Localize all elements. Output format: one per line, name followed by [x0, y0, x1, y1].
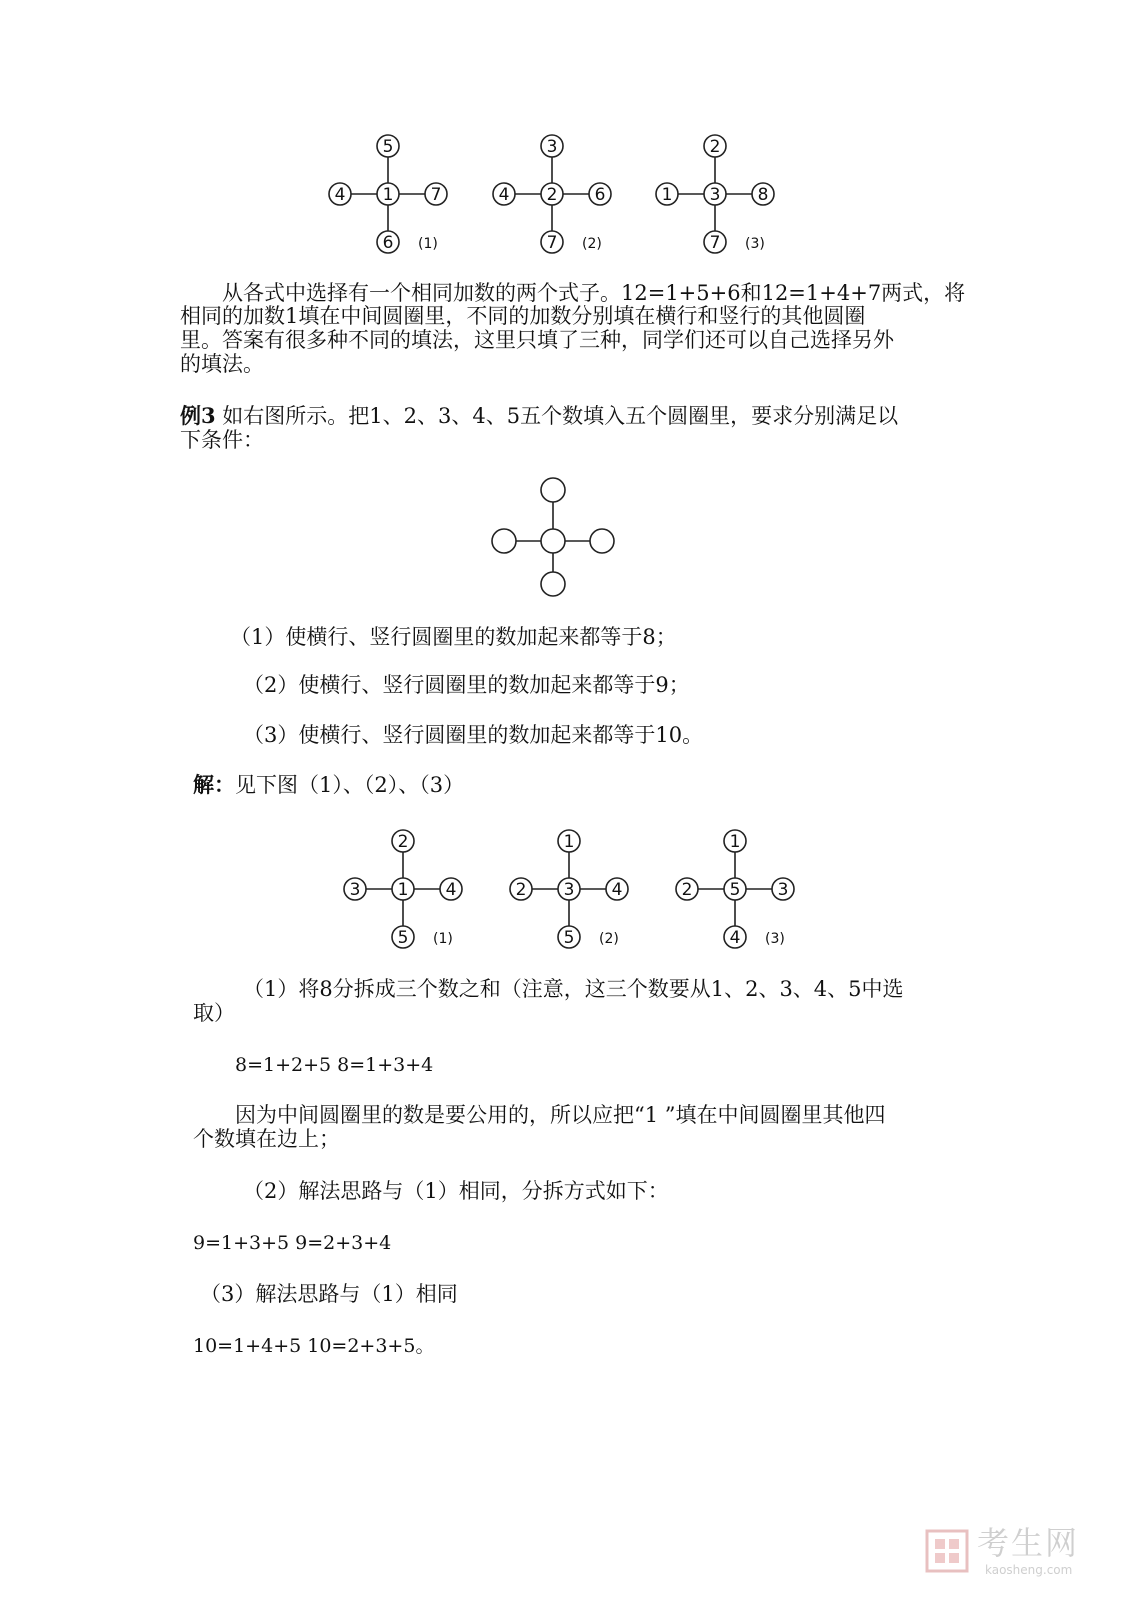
- explanation-3: （2）解法思路与（1）相同，分拆方式如下：: [243, 1179, 669, 1203]
- circle-center-number: 2: [546, 185, 558, 205]
- circle-bottom-number: 5: [563, 928, 575, 948]
- explanation-1-line-2: 取）: [193, 1001, 235, 1025]
- solution-diagram-1: [344, 830, 462, 948]
- intro-line-4: 的填法。: [180, 352, 264, 376]
- explanation-2-line-2: 个数填在边上；: [193, 1127, 340, 1151]
- diagram-label: (2): [599, 931, 619, 947]
- solution-label: 解：: [193, 772, 235, 797]
- circle-bottom-number: 7: [709, 233, 721, 253]
- circle-left-number: 2: [681, 880, 693, 900]
- circle-bottom-number: 6: [382, 233, 394, 253]
- circle-bottom-number: 4: [729, 928, 741, 948]
- top-diagram-3: [656, 135, 774, 253]
- circle-right-number: 6: [594, 185, 606, 205]
- circle-center-number: 1: [397, 880, 409, 900]
- watermark: [925, 1525, 1115, 1585]
- example-label: 例3: [180, 403, 216, 428]
- circle-left-number: 1: [661, 185, 673, 205]
- diagram-label: (1): [433, 931, 453, 947]
- watermark-name: 考生网: [977, 1524, 1080, 1562]
- blank-circle-right: [590, 529, 614, 553]
- circle-left-number: 2: [515, 880, 527, 900]
- diagram-label: (1): [418, 236, 438, 252]
- solution-text: 见下图（1）、（2）、（3）: [235, 773, 465, 797]
- blank-circle-bottom: [541, 572, 565, 596]
- condition-3: （3）使横行、竖行圆圈里的数加起来都等于10。: [243, 723, 704, 747]
- equation-8: 8=1+2+5 8=1+3+4: [235, 1054, 434, 1076]
- circle-bottom-number: 5: [397, 928, 409, 948]
- circle-right-number: 3: [777, 880, 789, 900]
- diagram-label: (3): [765, 931, 785, 947]
- condition-1: （1）使横行、竖行圆圈里的数加起来都等于8；: [230, 625, 677, 649]
- example-line-2: 下条件：: [180, 428, 264, 452]
- circle-left-number: 4: [334, 185, 346, 205]
- circle-center-number: 3: [709, 185, 721, 205]
- top-diagram-2: [493, 135, 611, 253]
- circle-bottom-number: 7: [546, 233, 558, 253]
- blank-circle-top: [541, 478, 565, 502]
- circle-top-number: 2: [709, 137, 721, 157]
- circle-center-number: 3: [563, 880, 575, 900]
- explanation-4: （3）解法思路与（1）相同: [200, 1282, 458, 1306]
- circle-right-number: 7: [430, 185, 442, 205]
- circle-right-number: 4: [445, 880, 457, 900]
- watermark-url: kaosheng.com: [985, 1563, 1073, 1577]
- equation-10: 10=1+4+5 10=2+3+5。: [193, 1335, 435, 1357]
- circle-top-number: 3: [546, 137, 558, 157]
- explanation-1-line-1: （1）将8分拆成三个数之和（注意，这三个数要从1、2、3、4、5中选: [243, 977, 904, 1001]
- solution-line: [193, 772, 464, 798]
- example-text: 如右图所示。把1、2、3、4、5五个数填入五个圆圈里，要求分别满足以: [215, 404, 899, 428]
- blank-cross-diagram: [480, 470, 630, 600]
- example-line-1: [180, 403, 898, 429]
- circle-top-number: 5: [382, 137, 394, 157]
- circle-right-number: 8: [757, 185, 769, 205]
- circle-top-number: 1: [563, 832, 575, 852]
- blank-circle-left: [492, 529, 516, 553]
- circle-center-number: 5: [729, 880, 741, 900]
- intro-line-3: 里。答案有很多种不同的填法，这里只填了三种，同学们还可以自己选择另外: [180, 328, 894, 352]
- circle-top-number: 1: [729, 832, 741, 852]
- diagram-label: (3): [745, 236, 765, 252]
- equation-9: 9=1+3+5 9=2+3+4: [193, 1232, 392, 1254]
- solution-diagram-3: [676, 830, 794, 948]
- intro-line-1: 从各式中选择有一个相同加数的两个式子。12=1+5+6和12=1+4+7两式，将: [222, 281, 966, 305]
- circle-top-number: 2: [397, 832, 409, 852]
- intro-line-2: 相同的加数1填在中间圆圈里，不同的加数分别填在横行和竖行的其他圆圈: [180, 304, 866, 328]
- diagram-label: (2): [582, 236, 602, 252]
- watermark-logo-icon: [925, 1529, 969, 1573]
- blank-circle-center: [541, 529, 565, 553]
- circle-right-number: 4: [611, 880, 623, 900]
- circle-left-number: 4: [498, 185, 510, 205]
- circle-center-number: 1: [382, 185, 394, 205]
- solution-diagram-2: [510, 830, 628, 948]
- condition-2: （2）使横行、竖行圆圈里的数加起来都等于9；: [243, 673, 690, 697]
- circle-left-number: 3: [349, 880, 361, 900]
- bottom-diagrams: [0, 810, 1131, 960]
- explanation-2-line-1: 因为中间圆圈里的数是要公用的，所以应把“1 ”填在中间圆圈里其他四: [235, 1103, 886, 1127]
- top-diagrams: [0, 0, 1131, 280]
- top-diagram-1: [329, 135, 447, 253]
